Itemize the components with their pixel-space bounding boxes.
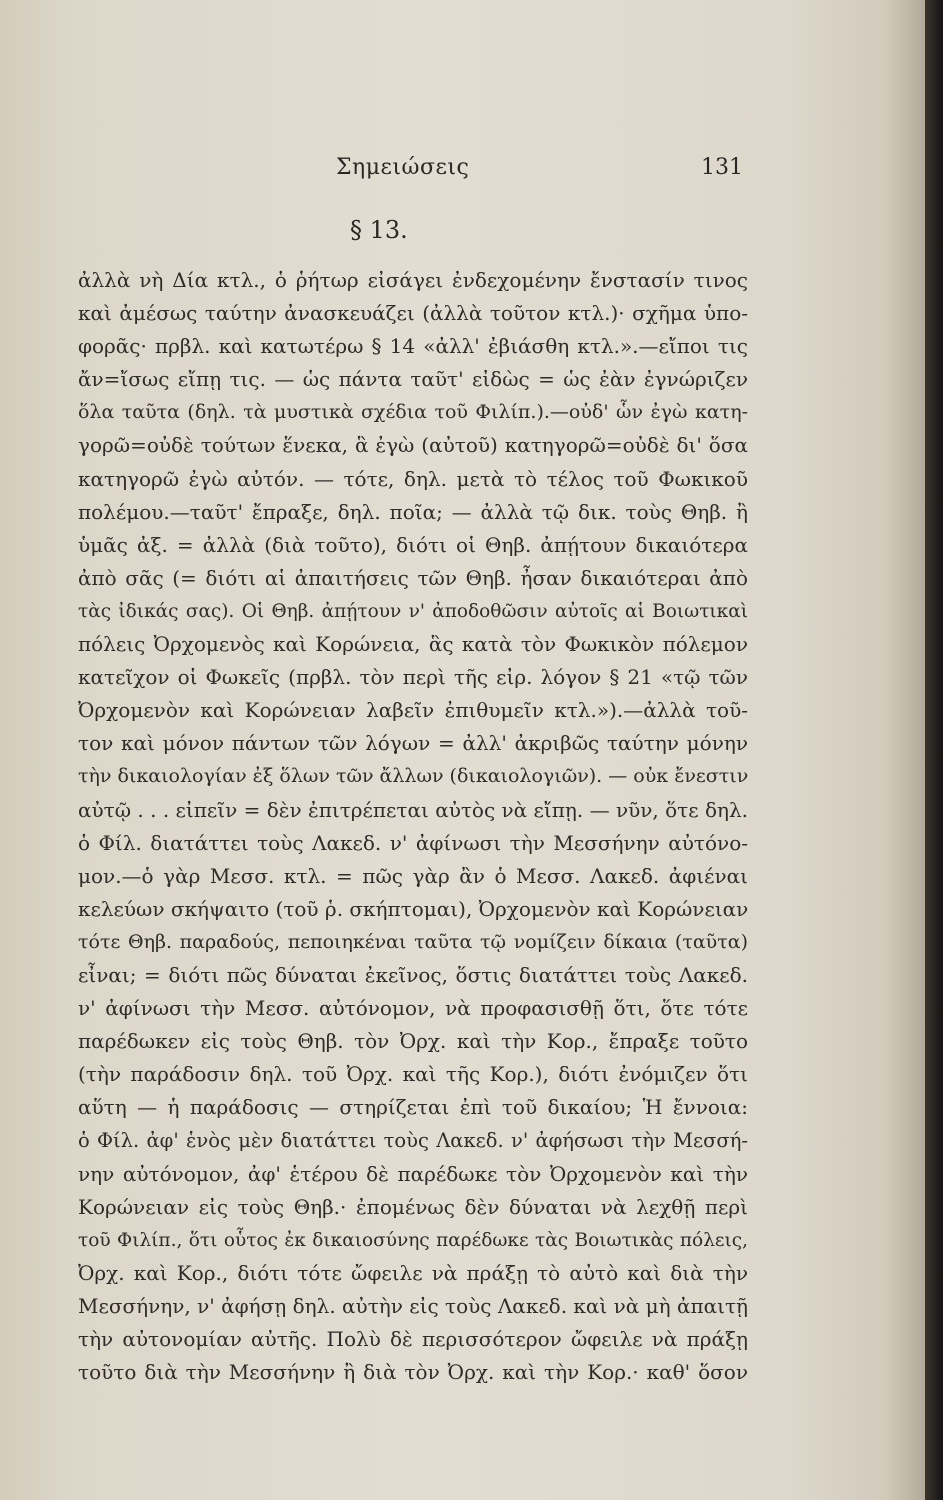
text-line: Ὀρχομενὸν καὶ Κορώνειαν λαβεῖν ἐπιθυμεῖν κτλ.»).—ἀλλὰ τοῦ- <box>78 698 748 723</box>
text-line: Κορώνειαν εἰς τοὺς Θηβ.· ἐπομένως δὲν δύναται νὰ λεχθῇ περὶ <box>78 1194 748 1219</box>
text-line: φορᾶς· πρβλ. καὶ κατωτέρω § 14 «ἀλλ' ἐβιάσθη κτλ.».—εἴποι τις <box>78 334 748 359</box>
text-line: τοῦτο διὰ τὴν Μεσσήνην ἢ διὰ τὸν Ὀρχ. καὶ τὴν Κορ.· καθ' ὅσον <box>78 1360 748 1385</box>
text-line: νην αὐτόνομον, ἀφ' ἑτέρου δὲ παρέδωκε τὸν Ὀρχομενὸν καὶ τὴν <box>78 1161 748 1186</box>
text-line: ν' ἀφίνωσι τὴν Μεσσ. αὐτόνομον, νὰ προφασισθῇ ὅτι, ὅτε τότε <box>78 996 748 1021</box>
text-line: αὕτη — ἡ παράδοσις — στηρίζεται ἐπὶ τοῦ δικαίου; Ἡ ἔννοια: <box>78 1095 748 1120</box>
text-line: τὰς ἰδικάς σας). Οἱ Θηβ. ἀπῄτουν ν' ἀποδοθῶσιν αὐτοῖς αἱ Βοιωτικαὶ <box>78 600 748 622</box>
body-text <box>78 264 748 1389</box>
section-heading: § 13. <box>350 216 408 244</box>
text-line: γορῶ=οὐδὲ τούτων ἕνεκα, ἃ ἐγὼ (αὐτοῦ) κατηγορῶ=οὐδὲ δι' ὅσα <box>78 433 748 458</box>
text-line: εἶναι; = διότι πῶς δύναται ἐκεῖνος, ὅστις διατάττει τοὺς Λακεδ. <box>78 962 748 987</box>
text-line: κατεῖχον οἱ Φωκεῖς (πρβλ. τὸν περὶ τῆς εἰρ. λόγον § 21 «τῷ τῶν <box>78 665 748 690</box>
text-line: μον.—ὁ γὰρ Μεσσ. κτλ. = πῶς γὰρ ἂν ὁ Μεσσ. Λακεδ. ἀφιέναι <box>78 863 748 888</box>
page-number: 131 <box>701 155 743 180</box>
text-line: τὴν δικαιολογίαν ἐξ ὅλων τῶν ἄλλων (δικαιολογιῶν). — οὐκ ἔνεστιν <box>78 765 748 788</box>
text-line: πολέμου.—ταῦτ' ἔπραξε, δηλ. ποῖα; — ἀλλὰ τῷ δικ. τοὺς Θηβ. ἢ <box>78 499 748 524</box>
page-edge-shadow <box>925 0 943 1500</box>
text-line: πόλεις Ὀρχομενὸς καὶ Κορώνεια, ἃς κατὰ τὸν Φωκικὸν πόλεμον <box>78 632 748 657</box>
text-line: τον καὶ μόνον πάντων τῶν λόγων = ἀλλ' ἀκριβῶς ταύτην μόνην <box>78 731 748 756</box>
header-title: Σημειώσεις <box>336 155 470 180</box>
text-line: ὁ Φίλ. ἀφ' ἑνὸς μὲν διατάττει τοὺς Λακεδ. ν' ἀφήσωσι τὴν Μεσσή- <box>78 1129 748 1153</box>
text-line: καὶ ἀμέσως ταύτην ἀνασκευάζει (ἀλλὰ τοῦτον κτλ.)· σχῆμα ὑπο- <box>78 301 748 326</box>
text-line: ὁ Φίλ. διατάττει τοὺς Λακεδ. ν' ἀφίνωσι τὴν Μεσσήνην αὐτόνο- <box>78 830 748 855</box>
text-line: Ὀρχ. καὶ Κορ., διότι τότε ὤφειλε νὰ πράξῃ τὸ αὐτὸ καὶ διὰ τὴν <box>78 1260 748 1285</box>
running-header <box>78 155 743 189</box>
text-line: Μεσσήνην, ν' ἀφήσῃ δηλ. αὐτὴν εἰς τοὺς Λακεδ. καὶ νὰ μὴ ἀπαιτῇ <box>78 1293 748 1318</box>
text-line: παρέδωκεν εἰς τοὺς Θηβ. τὸν Ὀρχ. καὶ τὴν Κορ., ἔπραξε τοῦτο <box>78 1029 748 1054</box>
text-line: (τὴν παράδοσιν δηλ. τοῦ Ὀρχ. καὶ τῆς Κορ.), διότι ἐνόμιζεν ὅτι <box>78 1062 748 1087</box>
text-line: τοῦ Φιλίπ., ὅτι οὗτος ἐκ δικαιοσύνης παρέδωκε τὰς Βοιωτικὰς πόλεις, <box>78 1229 748 1251</box>
text-line: τὴν αὐτονομίαν αὐτῆς. Πολὺ δὲ περισσότερον ὤφειλε νὰ πράξῃ <box>78 1327 748 1351</box>
text-line: ἄν=ἴσως εἴπῃ τις. — ὡς πάντα ταῦτ' εἰδὼς = ὡς ἐὰν ἐγνώριζεν <box>78 367 748 392</box>
text-line: ἀλλὰ νὴ Δία κτλ., ὁ ῥήτωρ εἰσάγει ἐνδεχομένην ἔνστασίν τινος <box>78 268 748 292</box>
text-line: ὑμᾶς ἀξ. = ἀλλὰ (διὰ τοῦτο), διότι οἱ Θηβ. ἀπῄτουν δικαιότερα <box>78 532 748 557</box>
text-line: ὅλα ταῦτα (δηλ. τὰ μυστικὰ σχέδια τοῦ Φιλίπ.).—οὐδ' ὧν ἐγὼ κατη- <box>78 401 748 424</box>
text-line: κελεύων σκήψαιτο (τοῦ ῥ. σκήπτομαι), Ὀρχομενὸν καὶ Κορώνειαν <box>78 896 748 921</box>
text-line: αὐτῷ . . . εἰπεῖν = δὲν ἐπιτρέπεται αὐτὸς νὰ εἴπῃ. — νῦν, ὅτε δηλ. <box>78 797 748 822</box>
text-line: κατηγορῶ ἐγὼ αὐτόν. — τότε, δηλ. μετὰ τὸ τέλος τοῦ Φωκικοῦ <box>78 466 748 491</box>
text-line: ἀπὸ σᾶς (= διότι αἱ ἀπαιτήσεις τῶν Θηβ. ἦσαν δικαιότεραι ἀπὸ <box>78 565 748 590</box>
text-line: τότε Θηβ. παραδούς, πεποιηκέναι ταῦτα τῷ νομίζειν δίκαια (ταῦτα) <box>78 930 748 953</box>
